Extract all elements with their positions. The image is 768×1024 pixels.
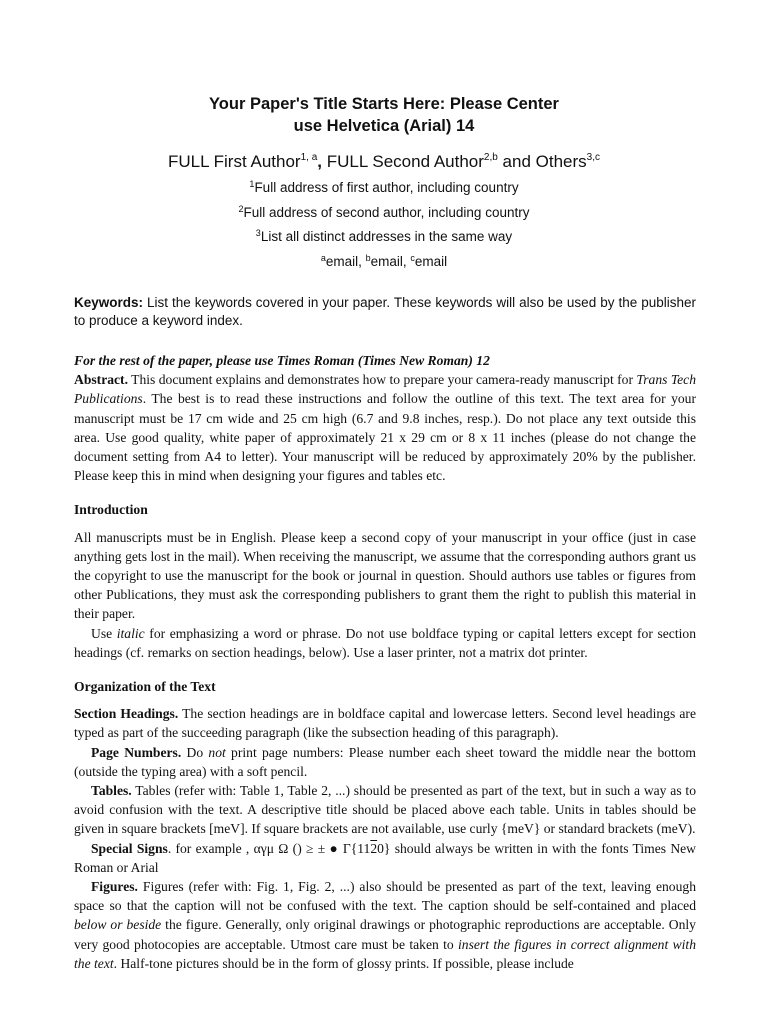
font-note: For the rest of the paper, please use Times Roman (Times New Roman) 12 — [74, 353, 490, 368]
title-line-2: use Helvetica (Arial) 14 — [293, 117, 475, 135]
section-headings-paragraph: Section Headings. The section headings are in boldface capital and lowercase letters. Second level headings are typed as part of the succeeding paragraph (like the subsection heading of this paragraph). — [74, 706, 696, 741]
address-3: $^3$List all distinct addresses in the same way — [255, 228, 513, 244]
special-signs-paragraph: Special Signs. for example , αγμ Ω () ≥ ± ● Γ{1120} should always be written in with the fonts Times New Roman or Arial — [74, 840, 697, 875]
organization-heading: Organization of the Text — [74, 679, 216, 695]
author-line — [0, 151, 768, 173]
introduction-paragraph-2: Use italic for emphasizing a word or phrase. Do not use boldface typing or capital letters except for section headings (cf. remarks on section headings, below). Use a laser printer, not a matrix dot printer. — [74, 625, 696, 660]
keywords-paragraph — [74, 294, 696, 330]
body-text — [74, 351, 696, 973]
figures-paragraph: Figures. Figures (refer with: Fig. 1, Fig. 2, ...) also should be presented as part of the text, leaving enough space so that the caption will not be confused with the text. The caption should be self-contained and placed below or beside the figure. Generally, only original drawings or photographic reproductions are acceptable. Only very good photocopies are acceptable. Utmost care must be taken to insert the figures in correct alignment with the text. Half-tone pictures should be in the form of glossy prints. If possible, please include — [74, 879, 696, 971]
author-separator: , — [317, 152, 327, 171]
page-numbers-paragraph: Page Numbers. Do not print page numbers: Please number each sheet toward the middle near the bottom (outside the typing area) with a soft pencil. — [74, 744, 696, 779]
introduction-paragraph-1: All manuscripts must be in English. Please keep a second copy of your manuscript in your office (just in case anything gets lost in the mail). When receiving the manuscript, we assume that the corresponding authors grant us the copyright to use the manuscript for the book or journal in question. Should authors use tables or figures from other Publications, they must ask the corresponding publishers to grant them the right to publish this material in their paper. — [74, 529, 696, 622]
paper-title — [0, 93, 768, 137]
tables-paragraph: Tables. Tables (refer with: Table 1, Table 2, ...) should be presented as part of the text, but in such a way as to avoid confusion with the text. A descriptive title should be placed above each table. Units in tables should be given in square brackets [meV]. If square brackets are not available, use curly {meV} or standard brackets (meV). — [74, 783, 696, 837]
address-1: $^1$Full address of first author, including country — [249, 179, 519, 195]
title-line-1: Your Paper's Title Starts Here: Please Center — [209, 95, 559, 113]
second-author: FULL Second Author — [326, 152, 484, 171]
address-2: $^2$Full address of second author, including country — [238, 204, 530, 220]
other-authors: and Others — [497, 152, 587, 171]
keywords-label: Keywords: — [74, 295, 144, 310]
abstract-paragraph: Abstract. This document explains and demonstrates how to prepare your camera-ready manuscript for Trans Tech Publications. The best is to read these instructions and follow the outline of this text. The text area for your manuscript must be 17 cm wide and 25 cm high (6.7 and 9.8 inches, resp.). Do not place any text outside this area. Use good quality, white paper of approximately 21 x 29 cm or 8 x 11 inches (please do not change the document setting from A4 to letter). Your manuscript will be reduced by approximately 20% by the publisher. Please keep this in mind when designing your figures and tables etc. — [74, 372, 696, 484]
introduction-heading: Introduction — [74, 502, 148, 518]
second-author-affiliation: 2,b — [483, 152, 498, 163]
first-author-affiliation: 1, a — [300, 152, 318, 163]
email-line: $^a$email, $^b$email, $^c$email — [320, 253, 448, 269]
keywords-text: List the keywords covered in your paper. These keywords will also be used by the publisher to produce a keyword index. — [74, 295, 696, 328]
other-authors-affiliation: 3,c — [586, 152, 600, 163]
first-author: FULL First Author — [167, 152, 301, 171]
